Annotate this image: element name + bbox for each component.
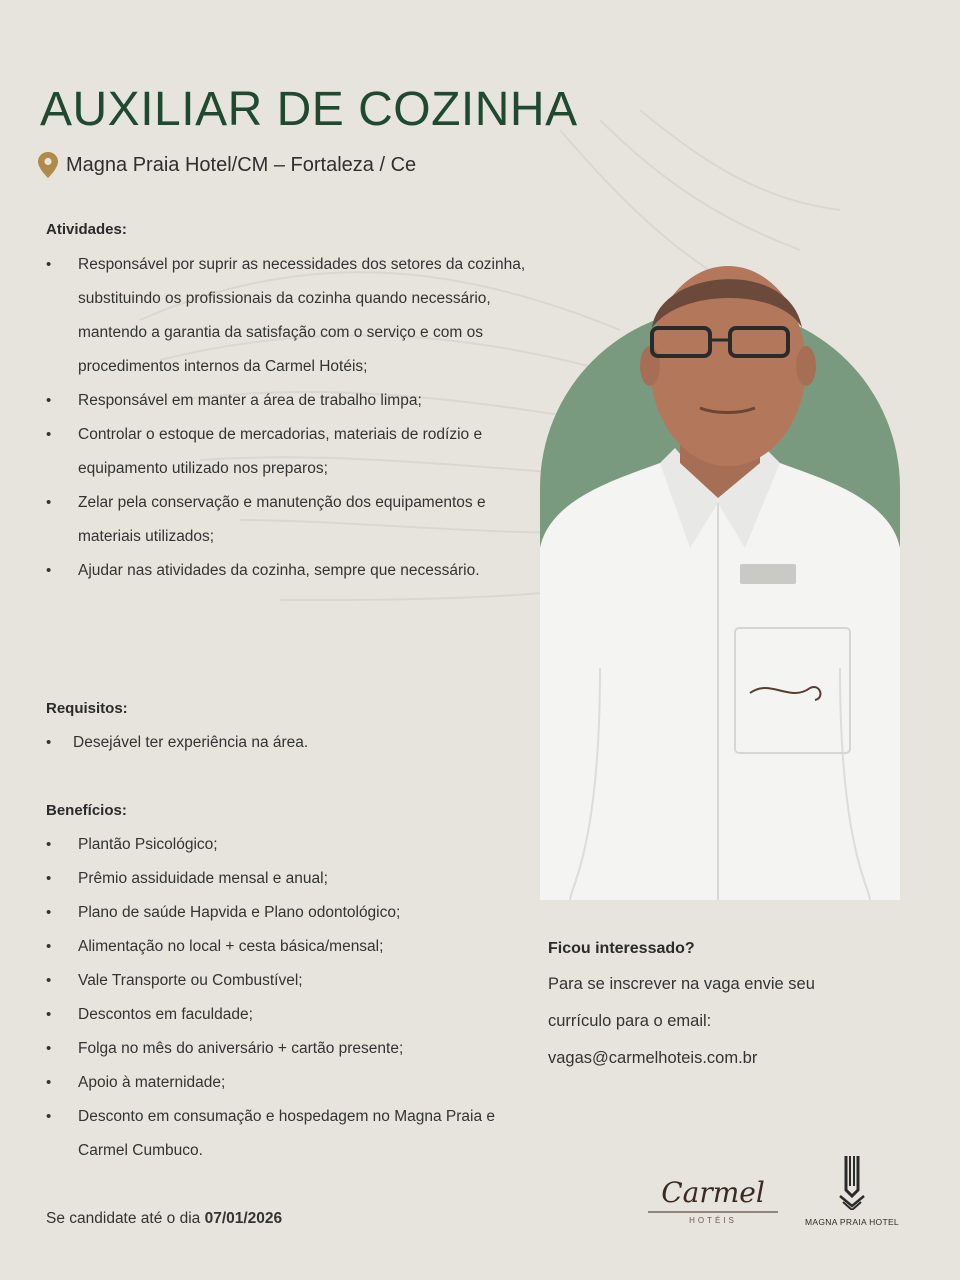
carmel-logo-subtitle: HOTÉIS — [689, 1216, 737, 1225]
list-item: • Vale Transporte ou Combustível; — [46, 964, 506, 998]
logo-underline — [648, 1210, 778, 1214]
magna-logo-text: MAGNA PRAIA HOTEL — [805, 1217, 899, 1227]
carmel-hoteis-logo — [648, 1176, 778, 1230]
deadline-text — [46, 1210, 282, 1228]
contact-block — [548, 940, 928, 1077]
deadline-date: 07/01/2026 — [204, 1210, 283, 1227]
location-pin-icon — [38, 152, 58, 178]
benefits-heading: Benefícios: — [46, 802, 127, 819]
location-text: Magna Praia Hotel/CM – Fortaleza / Ce — [66, 153, 417, 176]
magna-logo-mark-icon — [838, 1156, 866, 1210]
list-item: • Ajudar nas atividades da cozinha, sempre que necessário. — [46, 554, 536, 588]
benefits-list — [46, 828, 506, 1168]
deadline-prefix: Se candidate até o dia — [46, 1210, 205, 1227]
list-item: • Apoio à maternidade; — [46, 1066, 506, 1100]
employee-photo — [540, 248, 900, 900]
activities-heading: Atividades: — [46, 221, 127, 238]
requirements-list — [46, 726, 506, 760]
list-item: • Controlar o estoque de mercadorias, materiais de rodízio e equipamento utilizado nos preparos; — [46, 418, 536, 486]
cta-line-2: currículo para o email: — [548, 1012, 712, 1030]
list-item: • Responsável por suprir as necessidades dos setores da cozinha, substituindo os profissionais da cozinha quando necessário, mantendo a garantia da satisfação com o serviço e com os procedimentos internos da Carmel Hotéis; — [46, 248, 536, 384]
list-item: • Prêmio assiduidade mensal e anual; — [46, 862, 506, 896]
requirements-heading: Requisitos: — [46, 700, 128, 717]
cta-line-1: Para se inscrever na vaga envie seu — [548, 975, 815, 993]
page-title: AUXILIAR DE COZINHA — [40, 83, 578, 136]
contact-email[interactable]: vagas@carmelhoteis.com.br — [548, 1049, 758, 1067]
magna-praia-logo — [800, 1156, 904, 1232]
employee-illustration — [540, 248, 900, 900]
list-item: • Descontos em faculdade; — [46, 998, 506, 1032]
list-item: • Alimentação no local + cesta básica/mensal; — [46, 930, 506, 964]
list-item: • Plantão Psicológico; — [46, 828, 506, 862]
list-item: • Desconto em consumação e hospedagem no Magna Praia e Carmel Cumbuco. — [46, 1100, 506, 1168]
carmel-logo-script: Carmel — [661, 1176, 765, 1209]
list-item: • Plano de saúde Hapvida e Plano odontológico; — [46, 896, 506, 930]
cta-title: Ficou interessado? — [548, 940, 695, 957]
list-item: • Desejável ter experiência na área. — [46, 726, 506, 760]
list-item: • Folga no mês do aniversário + cartão presente; — [46, 1032, 506, 1066]
location-line — [38, 152, 416, 178]
list-item: • Responsável em manter a área de trabalho limpa; — [46, 384, 536, 418]
list-item: • Zelar pela conservação e manutenção dos equipamentos e materiais utilizados; — [46, 486, 536, 554]
activities-list — [46, 248, 536, 588]
